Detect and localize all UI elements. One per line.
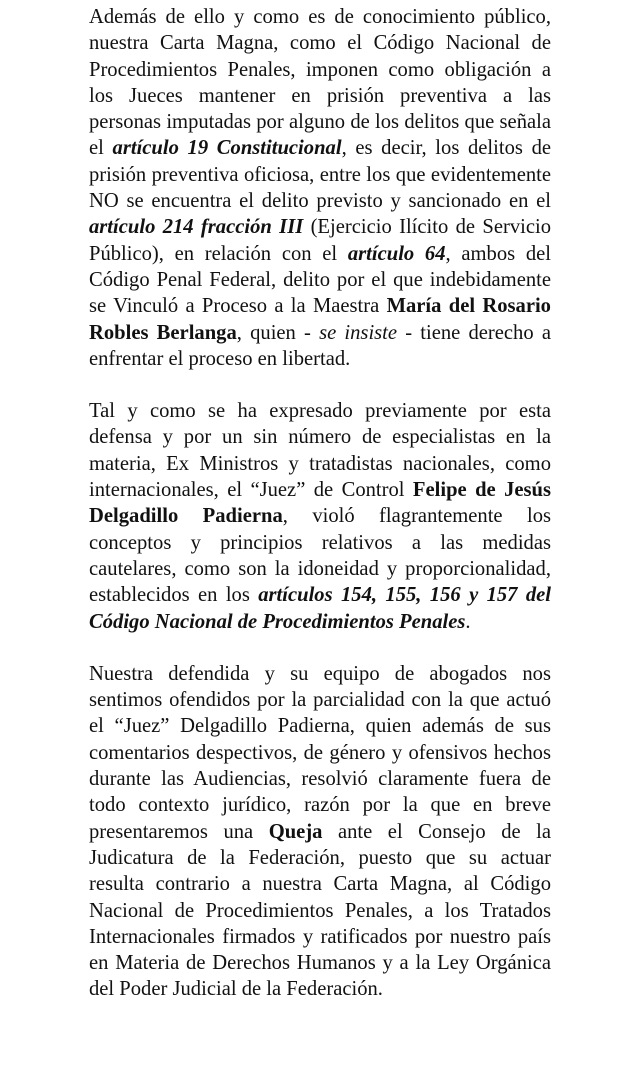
legal-reference: artículos 154, 155, 156 y 157 del Código Nacional de Procedimientos Penales [89,584,551,633]
paragraph-3 [89,661,551,1003]
legal-reference: artículo 214 fracción III [89,216,304,239]
document-body [89,4,551,1003]
paragraph-text: (Ejercicio Ilícito de Servicio Público), en relación con el [89,216,551,265]
paragraph-text: Además de ello y como es de conocimiento público, nuestra Carta Magna, como el Código Nacional de Procedimientos Penales, imponen como obligación a los Jueces mantener en prisión preventiva a las personas imputadas por alguno de los delitos que señala el [89,6,551,160]
emphasis-text: se insiste [319,321,398,344]
paragraph-text: , es decir, los delitos de prisión preventiva oficiosa, entre los que evidentemente NO se encuentra el delito previsto y sancionado en el [89,137,552,213]
legal-reference: artículo 64 [347,242,446,265]
bold-term: Queja [268,820,323,843]
paragraph-text: Nuestra defendida y su equipo de abogados nos sentimos ofendidos por la parcialidad con la que actuó el “Juez” Delgadillo Padierna, quien además de sus comentarios despectivos, de género y ofensivos hechos durante las Audiencias, resolvió claramente fuera de todo contexto jurídico, razón por la que en breve presentaremos una [89,662,551,843]
person-name: María del Rosario Robles Berlanga [89,295,551,344]
paragraph-text: , violó flagrantemente los conceptos y principios relativos a las medidas cautelares, como son la idoneidad y proporcionalidad, establecidos en los [89,505,551,607]
paragraph-text: , quien - [236,321,320,344]
person-name: Felipe de Jesús Delgadillo Padierna [89,479,551,528]
paragraph-1 [89,4,551,372]
paragraph-text: , ambos del Código Penal Federal, delito por el que indebidamente se Vinculó a Proceso a la Maestra [89,242,552,318]
paragraph-text: . [465,610,471,633]
paragraph-text: - tiene derecho a enfrentar el proceso en libertad. [89,321,551,370]
paragraph-2 [89,398,551,635]
paragraph-text: ante el Consejo de la Judicatura de la Federación, puesto que su actuar resulta contrario a nuestra Carta Magna, al Código Nacional de Procedimientos Penales, a los Tratados Internacionales firmados y ratificados por nuestro país en Materia de Derechos Humanos y a la Ley Orgánica del Poder Judicial de la Federación. [89,820,551,1001]
legal-reference: artículo 19 Constitucional [112,137,342,160]
paragraph-text: Tal y como se ha expresado previamente por esta defensa y por un sin número de especialistas en la materia, Ex Ministros y tratadistas nacionales, como internacionales, el “Juez” de Control [89,400,551,502]
